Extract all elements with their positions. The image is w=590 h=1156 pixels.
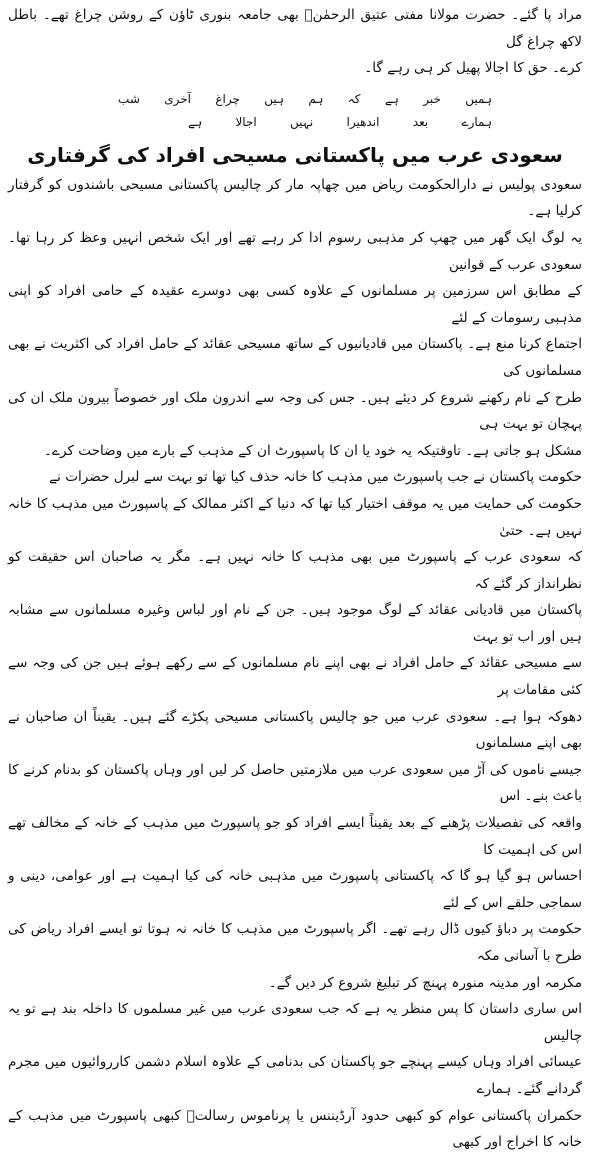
poem-word: ہیں: [264, 91, 285, 106]
poem-word: خبر: [423, 91, 441, 106]
text-line: یہ لوگ ایک گھر میں چھپ کر مذہبی رسوم ادا کر رہے تھے اور ایک شخص انہیں وعظ کر رہا تھا۔ سعودی عرب کے قوانین: [8, 229, 582, 273]
poem-line-2: [118, 111, 492, 134]
poem-word: اجالا: [235, 114, 257, 129]
paragraph-4: [8, 996, 582, 1156]
poem-word: ہم: [308, 91, 324, 106]
poem-word: کہ: [347, 91, 361, 106]
poem-word: شب: [118, 91, 140, 106]
poem-line-1: [118, 88, 492, 111]
text-line: طرح کے نام رکھنے شروع کر دیئے ہیں۔ جس کی وجہ سے اندرون ملک اور خصوصاً بیرون ملک ان کی پہچان تو بہت ہی: [8, 389, 582, 433]
poem-word: ہمارے: [461, 114, 492, 129]
poem-word: اندھیرا: [346, 114, 380, 129]
text-line: واقعہ کی تفصیلات پڑھنے کے بعد یقیناً ایسے افراد کو جو پاسپورٹ میں مذہب کے خانہ کے مخالف تھے اس کی اہمیت کا: [8, 815, 582, 858]
text-line: کہ سعودی عرب کے پاسپورٹ میں بھی مذہب کا خانہ نہیں ہے۔ مگر یہ صاحبان اس حقیقت کو نظرانداز کر گئے کہ: [8, 549, 582, 592]
paragraph-2: [8, 225, 582, 464]
poem-word: ہے: [384, 91, 399, 106]
poem-word: نہیں: [290, 114, 314, 129]
text-line: احساس ہو گیا ہو گا کہ پاکستانی پاسپورٹ میں مذہبی خانہ کی کیا اہمیت ہے اور عوامی، دینی و سماجی حلقے اس کے لئے: [8, 868, 582, 911]
text-line: حکومت پر دباؤ کیوں ڈال رہے تھے۔ اگر پاسپورٹ میں مذہب کا خانہ نہ ہوتا تو ایسے افراد ریاض کی طرح با آسانی مکہ: [8, 921, 582, 964]
text-line: کرے۔ حق کا اجالا پھیل کر ہی رہے گا۔: [364, 60, 582, 77]
text-line: حکمران پاکستانی عوام کو کبھی حدود آرڈیننس یا پرناموس رسالتؐ کبھی پاسپورٹ میں مذہب کے خانہ کا اخراج اور کبھی: [8, 1107, 582, 1151]
text-line: حکومت پاکستان نے جب پاسپورٹ میں مذہب کا خانہ حذف کیا تھا تو بہت سے لبرل حضرات نے: [49, 469, 582, 486]
text-line: کے مطابق اس سرزمین پر مسلمانوں کے علاوہ کسی بھی دوسرے عقیدہ کے حامی افراد کو اپنی مذہبی رسومات کے لئے: [8, 283, 582, 326]
poem-word: چراغ: [215, 91, 240, 106]
text-line: سعودی پولیس نے دارالحکومت ریاض میں چھاپہ مار کر چالیس پاکستانی مسیحی باشندوں کو گرفتار کرلیا ہے۔: [8, 176, 582, 220]
text-line: دھوکہ ہوا ہے۔ سعودی عرب میں جو چالیس پاکستانی مسیحی پکڑے گئے ہیں۔ یقیناً ان صاحبان نے بھی اپنے مسلمانوں: [8, 708, 582, 752]
text-line: جیسے ناموں کی آڑ میں سعودی عرب میں ملازمتیں حاصل کر لیں اور وہاں پاکستان کو بدنام کرنے کا باعث بنے۔ اس: [8, 761, 582, 805]
poem-word: ہمیں: [465, 91, 492, 106]
poem-word: آخری: [164, 91, 191, 106]
paragraph-1: [8, 172, 582, 225]
article-heading: سعودی عرب میں پاکستانی مسیحی افراد کی گرفتاری: [27, 142, 563, 167]
text-line: سے مسیحی عقائد کے حامل افراد نے بھی اپنے نام مسلمانوں کے سے رکھے ہوئے ہیں جن کی وجہ سے کئی مقامات پر: [8, 655, 582, 699]
poem-couplet: [8, 88, 582, 134]
text-line: عیسائی افراد وہاں کیسے پہنچے جو پاکستان کی بدنامی کے علاوہ اسلام دشمن کارروائیوں میں مجرم گردانے گئے۔ ہمارے: [8, 1054, 582, 1097]
text-line: پاکستان میں قادیانی عقائد کے لوگ موجود ہیں۔ جن کے نام اور لباس وغیرہ مسلمانوں سے مشابہ ہیں اور اب تو بہت: [8, 602, 582, 645]
paragraph-3: [8, 464, 582, 996]
text-line: مشکل ہو جاتی ہے۔ تاوقتیکہ یہ خود یا ان کا پاسپورٹ ان کے مذہب کے بارے میں وضاحت کرے۔: [44, 442, 582, 459]
text-line: حکومت کی حمایت میں یہ موقف اختیار کیا تھا کہ دنیا کے اکثر ممالک کے پاسپورٹ میں مذہب کا خانہ نہیں ہے۔ حتیٰ: [8, 495, 582, 539]
poem-word: ہے: [188, 114, 203, 129]
text-line: اجتماع کرنا منع ہے۔ پاکستان میں قادیانیوں کے ساتھ مسیحی عقائد کے حامل افراد کی اکثریت نے بھی مسلمانوں کی: [8, 336, 582, 379]
text-line: اس ساری داستان کا پس منظر یہ ہے کہ جب سعودی عرب میں غیر مسلموں کا داخلہ بند ہے تو یہ چالیس: [8, 1001, 582, 1044]
poem-word: بعد: [412, 114, 429, 129]
text-line: مراد پا گئے۔ حضرت مولانا مفتی عتیق الرحمٰنؒ بھی جامعہ بنوری ٹاؤن کے روشن چراغ تھے۔ باطل لاکھ چراغ گل: [8, 7, 582, 50]
text-line: مکرمہ اور مدینہ منورہ پہنچ کر تبلیغ شروع کر دیں گے۔: [268, 974, 582, 991]
intro-paragraph: [8, 2, 582, 82]
